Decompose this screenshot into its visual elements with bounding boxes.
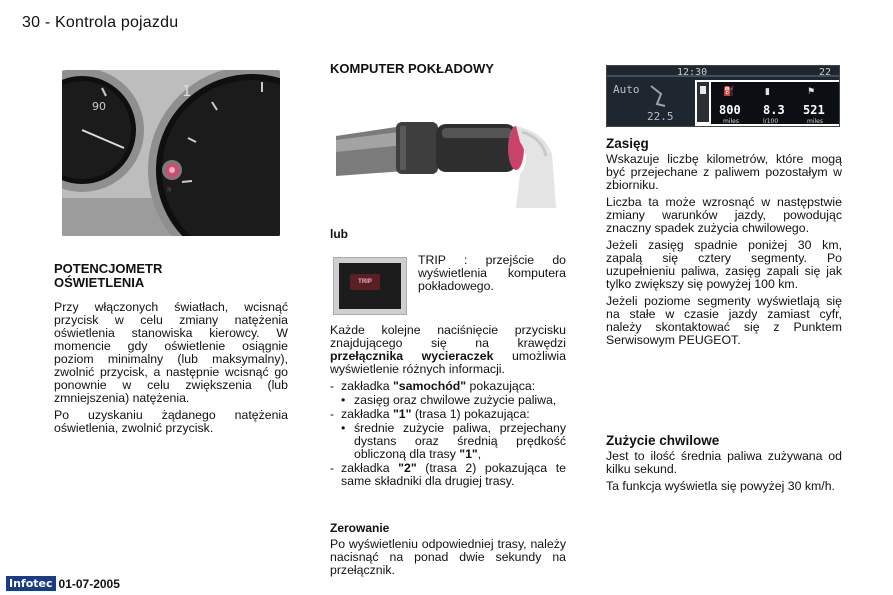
infotec-logo: Infotec (6, 576, 56, 591)
fuel-gauge-icon: ▮ (765, 87, 770, 97)
consumption-para2: Ta funkcja wyświetla się powyżej 30 km/h. (606, 479, 835, 493)
or-label-block (330, 228, 566, 241)
display-value-distance: 521 (803, 103, 825, 117)
display-value-range: 800 (719, 103, 741, 117)
page-title: 30 - Kontrola pojazdu (22, 14, 179, 31)
stalk-illustration (336, 96, 556, 208)
potentiometer-heading-line2: OŚWIETLENIA (54, 275, 145, 290)
display-unit-range: miles (723, 118, 739, 125)
range-para4: Jeżeli poziome segmenty wyświetlają się na stałe w czasie jazdy zamiast cyfr, należy skontaktować się z Punktem Serwisowym PEUGEOT. (606, 294, 842, 347)
range-heading: Zasięg (606, 136, 649, 151)
footer-date: 01-07-2005 (58, 576, 120, 591)
gauge-illustration (62, 70, 280, 236)
reset-section (330, 522, 566, 581)
multifunction-display-image (606, 65, 840, 127)
trip-caption: TRIP : przejście do wyświetlenia komputera pokładowego. (418, 253, 566, 293)
trip-intro: Każde kolejne naciśnięcie przycisku znajdującego się na krawędzi przełącznika wycieraczek umożliwia wyświetlenie różnych informacji. (330, 323, 566, 376)
potentiometer-para1: Przy włączonych światłach, wcisnąć przycisk w celu zmiany natężenia oświetlenia stanowiska kierowcy. W momencie gdy oświetlenie osiągnie poziom minimalny (lub maksymalny), zwolnić przycisk, a następnie wcisnąć go ponownie w celu zwiększenia (lub zmniejszenia) natężenia. (54, 300, 288, 405)
range-section (606, 137, 842, 351)
tach-label: 1 (182, 82, 192, 100)
list-item: - zakładka "samochód" pokazująca: (330, 380, 566, 393)
trip-computer-description (330, 324, 566, 489)
flag-icon: ⚑ (807, 87, 816, 97)
trip-computer-heading-block (330, 62, 566, 76)
list-item: - zakładka "1" (trasa 1) pokazująca: (330, 408, 566, 421)
footer (6, 576, 120, 591)
or-label: lub (330, 227, 348, 241)
trip-computer-heading: KOMPUTER POKŁADOWY (330, 61, 494, 76)
trip-button: TRIP (350, 274, 380, 290)
range-para1: Wskazuje liczbę kilometrów, które mogą być przejechane z paliwem pozostałym w zbiorniku. (606, 152, 842, 192)
display-unit-distance: miles (807, 118, 823, 125)
potentiometer-heading (54, 262, 288, 290)
display-value-consumption: 8.3 (763, 103, 785, 117)
reset-heading: Zerowanie (330, 521, 390, 535)
trip-button-image (333, 257, 407, 315)
range-para2: Liczba ta może wzrosnąć w następstwie zmiany warunków jazdy, powodując znaczny spadek zużycia chwilowego. (606, 195, 842, 235)
speed-label: 90 (92, 100, 106, 113)
trip-caption-block (418, 254, 566, 297)
reset-text: Po wyświetleniu odpowiedniej trasy, należy nacisnąć na ponad dwie sekundy na przełącznik. (330, 537, 566, 577)
consumption-heading: Zużycie chwilowe (606, 433, 720, 448)
consumption-para1: Jest to ilość średnia paliwa zużywana od kilku sekund. (606, 449, 842, 476)
display-illustration (607, 66, 840, 127)
list-item: • zasięg oraz chwilowe zużycie paliwa, (330, 394, 566, 407)
wiper-switch-term: przełącznika wycieraczek (330, 349, 494, 363)
potentiometer-heading-line1: POTENCJOMETR (54, 261, 163, 276)
tab-list (330, 380, 566, 393)
dimmer-icon: ☼ (166, 186, 173, 194)
display-time: 12:30 (677, 67, 708, 78)
consumption-section (606, 434, 842, 497)
display-climate: 22.5 (647, 110, 674, 123)
list-item: • średnie zużycie paliwa, przejechany dystans oraz średnią prędkość obliczoną dla trasy "1", (330, 422, 566, 461)
wiper-stalk-image (336, 96, 556, 208)
fuel-pump-icon: ⛽ (723, 87, 735, 97)
list-item: - zakładka "2" (trasa 2) pokazująca te same składniki dla drugiej trasy. (330, 462, 566, 488)
potentiometer-para2: Po uzyskaniu żądanego natężenia oświetlenia, zwolnić przycisk. (54, 408, 288, 435)
display-temp: 22 (819, 67, 832, 78)
lighting-potentiometer-section (54, 262, 288, 439)
dashboard-gauge-image (62, 70, 280, 236)
display-unit-consumption: l/100 (763, 118, 779, 125)
range-para3: Jeżeli zasięg spadnie poniżej 30 km, zapalą się cztery segmenty. Po uzupełnieniu paliwa, zasięg zapali się jak tylko zwiększy się powyżej 100 km. (606, 238, 842, 291)
display-auto: Auto (613, 83, 640, 96)
